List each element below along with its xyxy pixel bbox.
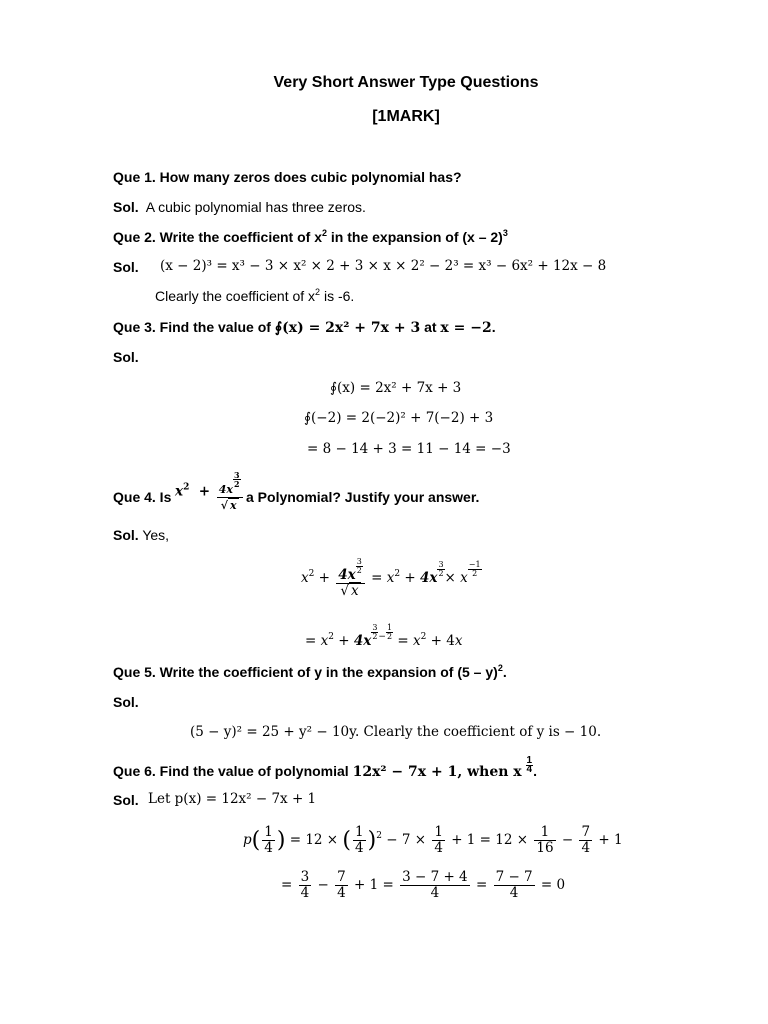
question-1: Que 1. How many zeros does cubic polynomial has? <box>113 169 462 185</box>
conclusion-exp: 2 <box>315 287 321 297</box>
question-5 <box>113 664 507 680</box>
conclusion-text: Clearly the coefficient of x <box>155 288 316 304</box>
step-6-1: p( $\frac{1}{4}$ ) = 12 × ( $\frac{1}{4}$ )$^2$ − 7 × $\frac{1}{4}$ + 1 = 12 × $\frac{1}{16}$ − $\frac{7}{4}$ + 1 <box>243 824 623 856</box>
q3-math: ∮(x) = 2x² + 7x + 3 <box>274 320 421 336</box>
solution-5: (5 − y)² = 25 + y² − 10y. Clearly the coefficient of y is − 10. <box>190 724 602 740</box>
q5-exp: 2 <box>497 663 503 673</box>
let-6: Let p(x) = 12x² − 7x + 1 <box>148 791 317 807</box>
question-4-suffix: a Polynomial? Justify your answer. <box>246 489 480 505</box>
conclusion-2 <box>155 288 354 304</box>
conclusion-end: is -6. <box>320 288 355 304</box>
step-4-2: = $x^2 + 4x$ $\frac{3}{2}$ − $\frac{1}{2}$ = $x^2 + 4x$ <box>305 623 463 649</box>
answer-4: Yes, <box>142 527 170 543</box>
solution-4 <box>113 527 169 543</box>
q3-text: Que 3. Find the value of <box>113 319 275 335</box>
q6-text: Que 6. Find the value of polynomial <box>113 763 353 779</box>
question-3 <box>113 319 496 336</box>
sol-label-5: Sol. <box>113 694 139 710</box>
question-4-math: $x^2$ + 4x $\frac{3}{2}$ √ x <box>175 471 245 513</box>
q3-at: at <box>420 319 441 335</box>
page-subtitle: [1MARK] <box>372 108 440 125</box>
sol-label: Sol. <box>113 199 139 215</box>
step-3-3: = 8 − 14 + 3 = 11 − 14 = −3 <box>307 441 511 457</box>
q3-end: . <box>491 319 496 335</box>
solution-1 <box>113 199 366 215</box>
q2-text-a: Que 2. Write the coefficient of x <box>113 229 323 245</box>
q5-end: . <box>502 664 507 680</box>
step-3-2: ∮(−2) = 2(−2)² + 7(−2) + 3 <box>304 410 494 426</box>
q2-text-b: in the expansion of (x – 2) <box>327 229 503 245</box>
answer-1: A cubic polynomial has three zeros. <box>145 199 366 215</box>
q5-text: Que 5. Write the coefficient of y in the expansion of (5 – y) <box>113 664 498 680</box>
sol-label-3: Sol. <box>113 349 139 365</box>
step-3-1: ∮(x) = 2x² + 7x + 3 <box>330 380 462 396</box>
q2-exp-b: 3 <box>502 228 508 238</box>
sol-label-6: Sol. <box>113 792 139 808</box>
question-6: Que 6. Find the value of polynomial 12x² − 7x + 1, when x $\frac{1}{4}$ . <box>113 755 537 780</box>
question-2 <box>113 229 508 245</box>
expansion-2: (x − 2)³ = x³ − 3 × x² × 2 + 3 × x × 2² − 2³ = x³ − 6x² + 12x − 8 <box>160 258 607 274</box>
step-4-1: $x^2$ + 4x $\frac{3}{2}$ √ x = $x^2 + 4x$ $\frac{3}{2}$ × x $\frac{-1}{2}$ <box>301 557 481 599</box>
sol-label: Sol. <box>113 527 139 543</box>
q6-math: 12x² − 7x + 1, when x <box>352 764 522 780</box>
step-6-2: = $\frac{3}{4}$ − $\frac{7}{4}$ + 1 = $\frac{3 - 7 + 4}{4}$ = $\frac{7 - 7}{4}$ = 0 <box>281 869 566 901</box>
question-4-prefix: Que 4. Is <box>113 489 172 505</box>
sol-label-2: Sol. <box>113 259 139 275</box>
page-title: Very Short Answer Type Questions <box>273 74 539 91</box>
q3-cond: x = −2 <box>440 320 492 336</box>
q2-exp-a: 2 <box>322 228 328 238</box>
